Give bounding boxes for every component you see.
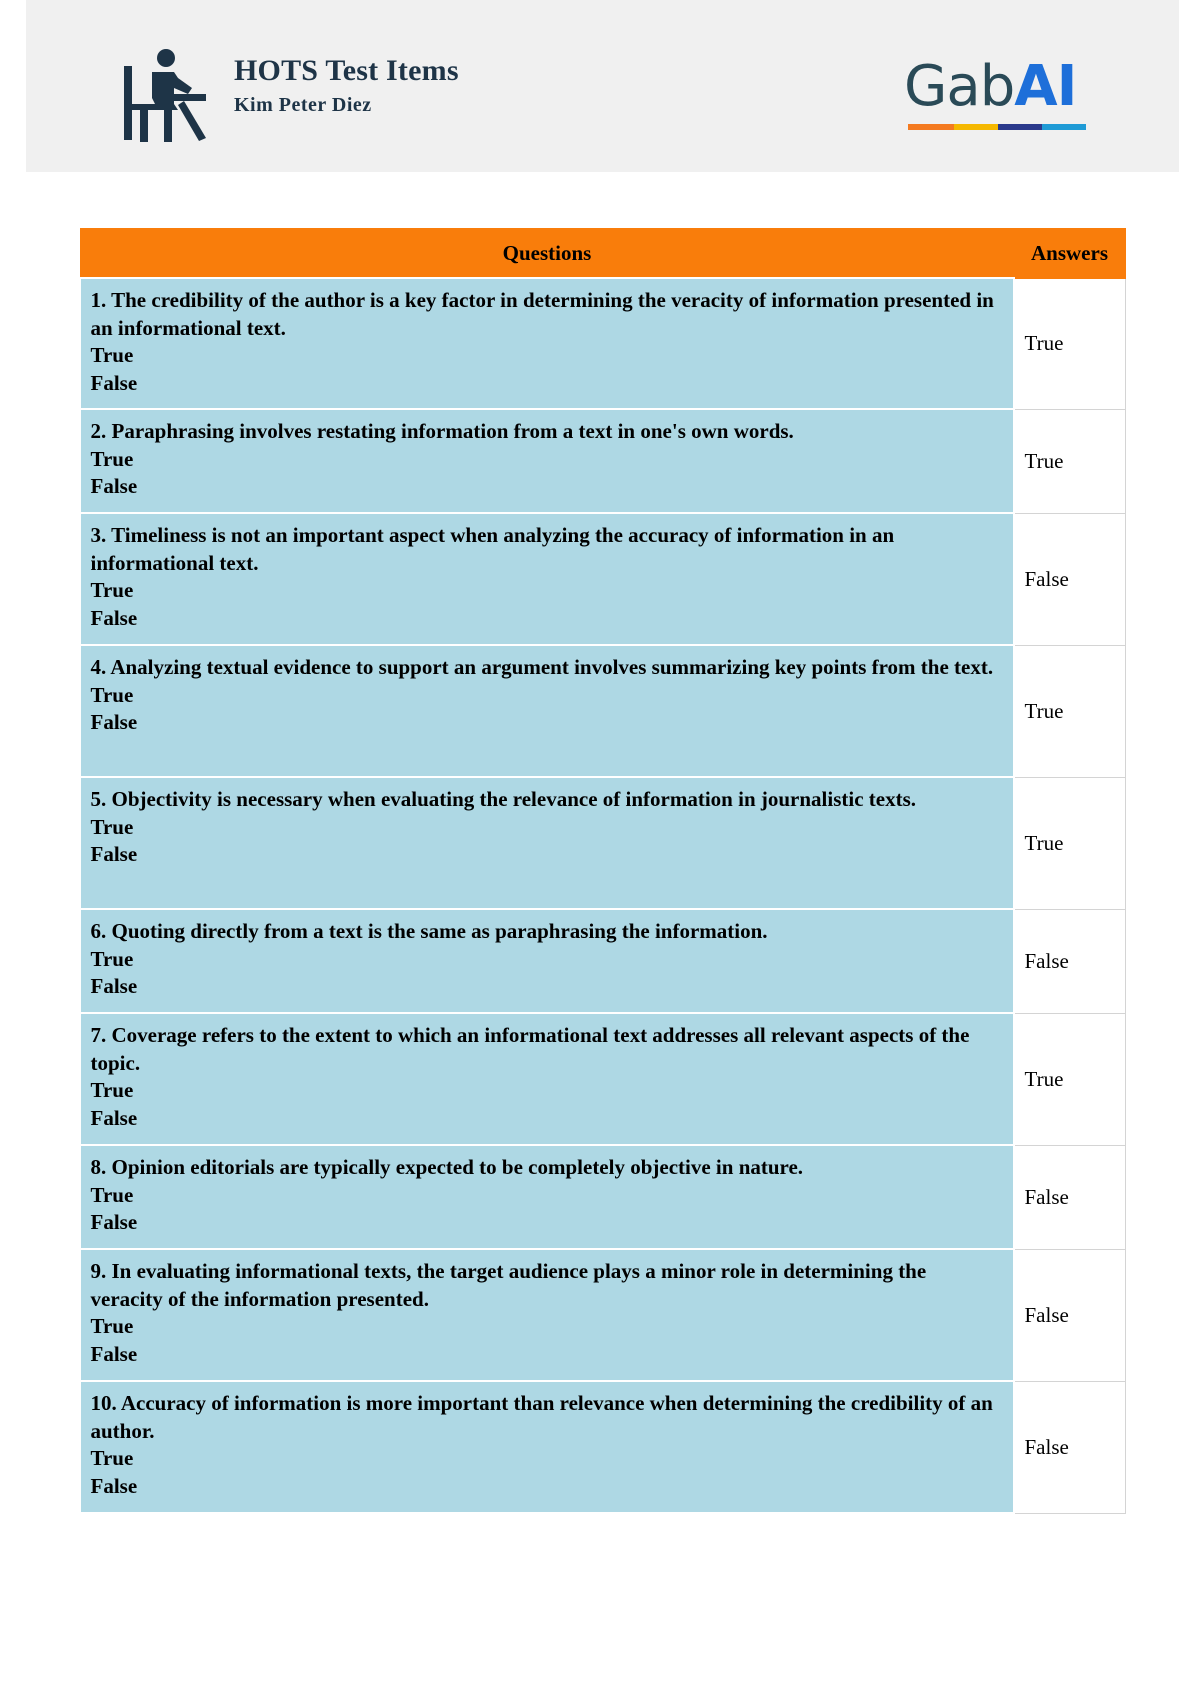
page-header [26,0,1179,172]
question-cell [81,1249,1014,1381]
questions-answers-table [80,228,1126,1514]
answer-cell: False [1014,513,1126,645]
option-false: False [90,710,138,734]
option-true: True [90,578,134,602]
option-true: True [90,1314,134,1338]
option-true: True [90,1078,134,1102]
table-row [81,409,1126,513]
question-text: 1. The credibility of the author is a key factor in determining the veracity of information presented in an informational text. [90,288,994,340]
question-cell [81,409,1014,513]
option-true: True [90,946,134,971]
question-cell [81,1381,1014,1513]
option-false: False [90,974,138,998]
question-cell [81,1013,1014,1145]
question-text: 6. Quoting directly from a text is the same as paraphrasing the information. [90,919,768,943]
question-text: 4. Analyzing textual evidence to support an argument involves summarizing key points from the text. [90,655,994,679]
option-false: False [90,370,138,395]
table-row [81,1381,1126,1513]
option-false: False [90,605,138,630]
question-cell [81,1145,1014,1249]
table-row [81,1013,1126,1145]
answer-cell: False [1014,1381,1126,1513]
answer-cell: False [1014,1249,1126,1381]
table-row [81,513,1126,645]
questions-column-header: Questions [81,229,1014,279]
option-false: False [90,842,138,866]
option-false: False [90,474,138,498]
question-text: 9. In evaluating informational texts, the target audience plays a minor role in determining the veracity of the information presented. [90,1259,927,1311]
option-true: True [90,446,134,471]
option-false: False [90,1210,138,1234]
document-author: Kim Peter Diez [234,94,372,116]
option-true: True [90,682,134,707]
answer-cell: False [1014,909,1126,1013]
option-false: False [90,1105,138,1130]
question-text: 7. Coverage refers to the extent to which an informational text addresses all relevant aspects of the topic. [90,1023,970,1075]
question-cell [81,645,1014,777]
question-cell [81,513,1014,645]
brand-bar-blue [1042,124,1086,130]
option-false: False [90,1473,138,1498]
student-at-desk-icon [122,48,208,144]
table-header-row [81,229,1126,279]
table-row [81,1145,1126,1249]
brand-logo [904,54,1104,140]
answer-cell: False [1014,1145,1126,1249]
brand-color-bar [908,124,1086,130]
brand-bar-navy [998,124,1042,130]
table-row [81,909,1126,1013]
answer-cell: True [1014,409,1126,513]
question-text: 10. Accuracy of information is more important than relevance when determining the credibility of an author. [90,1391,993,1443]
document-title: HOTS Test Items [234,54,459,87]
question-cell [81,909,1014,1013]
answer-cell: True [1014,777,1126,909]
table-row [81,777,1126,909]
question-text: 5. Objectivity is necessary when evaluating the relevance of information in journalistic texts. [90,787,917,811]
answer-cell: True [1014,1013,1126,1145]
brand-part-gab: Gab [904,54,1015,119]
option-false: False [90,1341,138,1366]
answers-column-header: Answers [1014,229,1126,279]
brand-bar-yellow [954,124,998,130]
answer-cell: True [1014,645,1126,777]
brand-part-ai: AI [1014,54,1077,119]
table-row [81,645,1126,777]
brand-bar-orange [908,124,954,130]
brand-wordmark [904,54,1104,120]
question-cell [81,278,1014,409]
question-text: 8. Opinion editorials are typically expected to be completely objective in nature. [90,1155,804,1179]
title-block [234,54,459,117]
question-cell [81,777,1014,909]
option-true: True [90,814,134,839]
question-text: 2. Paraphrasing involves restating information from a text in one's own words. [90,419,794,443]
table-row [81,278,1126,409]
answer-cell: True [1014,278,1126,409]
option-true: True [90,1182,134,1207]
table-row [81,1249,1126,1381]
option-true: True [90,1446,134,1470]
question-text: 3. Timeliness is not an important aspect when analyzing the accuracy of information in an informational text. [90,523,895,575]
option-true: True [90,343,134,367]
